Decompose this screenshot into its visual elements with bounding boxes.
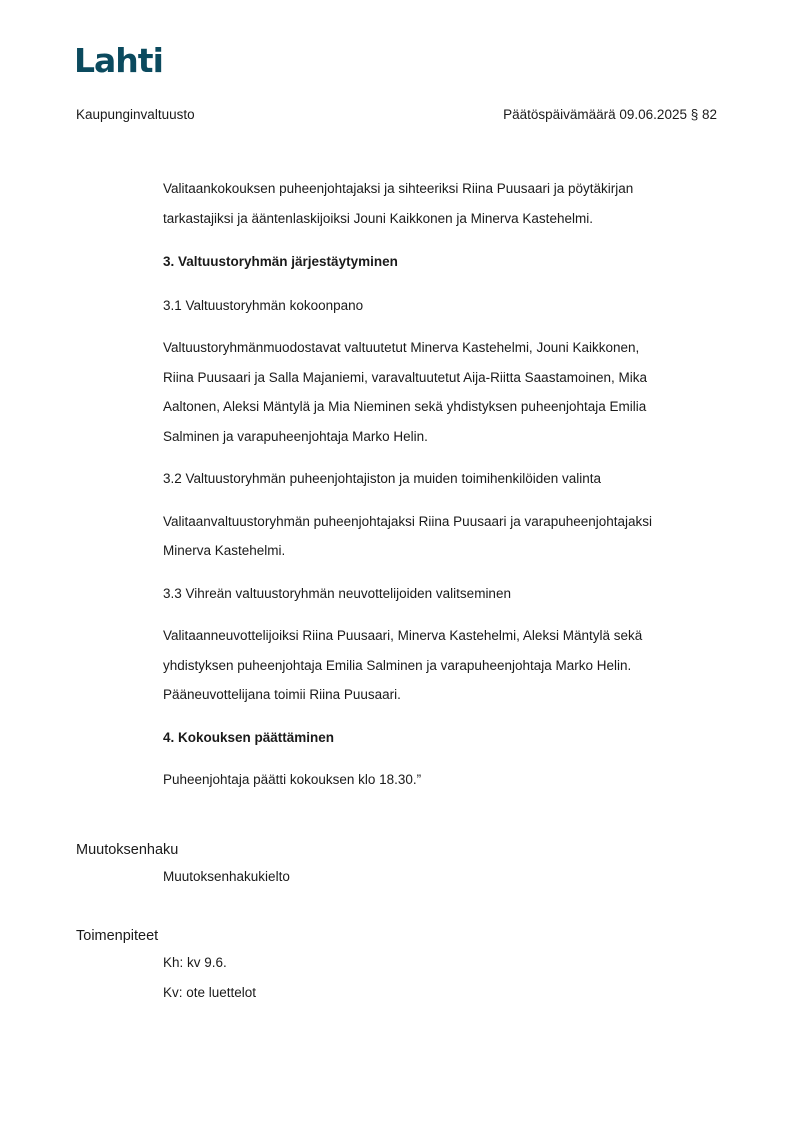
paragraph-line: Pääneuvottelijana toimii Riina Puusaari. (163, 687, 401, 702)
document-body (163, 174, 723, 795)
organization-name: Kaupunginvaltuusto (76, 107, 195, 122)
paragraph-line: tarkastajiksi ja ääntenlaskijoiksi Jouni Kaikkonen ja Minerva Kastehelmi. (163, 210, 593, 226)
muutoksenhaku-value: Muutoksenhakukielto (163, 869, 290, 884)
decision-date: Päätöspäivämäärä 09.06.2025 § 82 (503, 107, 717, 122)
paragraph-line: Aaltonen, Aleksi Mäntylä ja Mia Nieminen sekä yhdistyksen puheenjohtaja Emilia (163, 399, 647, 414)
paragraph-line: Minerva Kastehelmi. (163, 543, 286, 558)
paragraph-line: Valitaankokouksen puheenjohtajaksi ja sihteeriksi Riina Puusaari ja pöytäkirjan (163, 181, 634, 196)
toimenpiteet-list (163, 948, 256, 1007)
subsection-heading-3-3: 3.3 Vihreän valtuustoryhmän neuvottelijoiden valitseminen (163, 585, 511, 601)
toimenpiteet-item: Kv: ote luettelot (163, 984, 257, 1000)
toimenpiteet-item: Kh: kv 9.6. (163, 955, 227, 970)
paragraph-line: Valitaanvaltuustoryhmän puheenjohtajaksi Riina Puusaari ja varapuheenjohtajaksi (163, 513, 653, 529)
paragraph-line: Salminen ja varapuheenjohtaja Marko Helin. (163, 428, 428, 444)
muutoksenhaku-label: Muutoksenhaku (76, 842, 179, 858)
lahti-logo: Lahti (74, 41, 163, 80)
subsection-heading-3-1: 3.1 Valtuustoryhmän kokoonpano (163, 297, 364, 313)
paragraph-line: Valitaanneuvottelijoiksi Riina Puusaari, Minerva Kastehelmi, Aleksi Mäntylä sekä (163, 628, 643, 643)
section-heading-4: 4. Kokouksen päättäminen (163, 729, 335, 745)
section-heading-3: 3. Valtuustoryhmän järjestäytyminen (163, 254, 398, 269)
toimenpiteet-label: Toimenpiteet (76, 928, 159, 944)
paragraph-line: yhdistyksen puheenjohtaja Emilia Salminen ja varapuheenjohtaja Marko Helin. (163, 657, 632, 673)
paragraph-line: Valtuustoryhmänmuodostavat valtuutetut Minerva Kastehelmi, Jouni Kaikkonen, (163, 340, 640, 355)
paragraph-line: Riina Puusaari ja Salla Majaniemi, varavaltuutetut Aija-Riitta Saastamoinen, Mika (163, 369, 647, 385)
paragraph-line: Puheenjohtaja päätti kokouksen klo 18.30.” (163, 772, 422, 787)
subsection-heading-3-2: 3.2 Valtuustoryhmän puheenjohtajiston ja muiden toimihenkilöiden valinta (163, 471, 602, 486)
